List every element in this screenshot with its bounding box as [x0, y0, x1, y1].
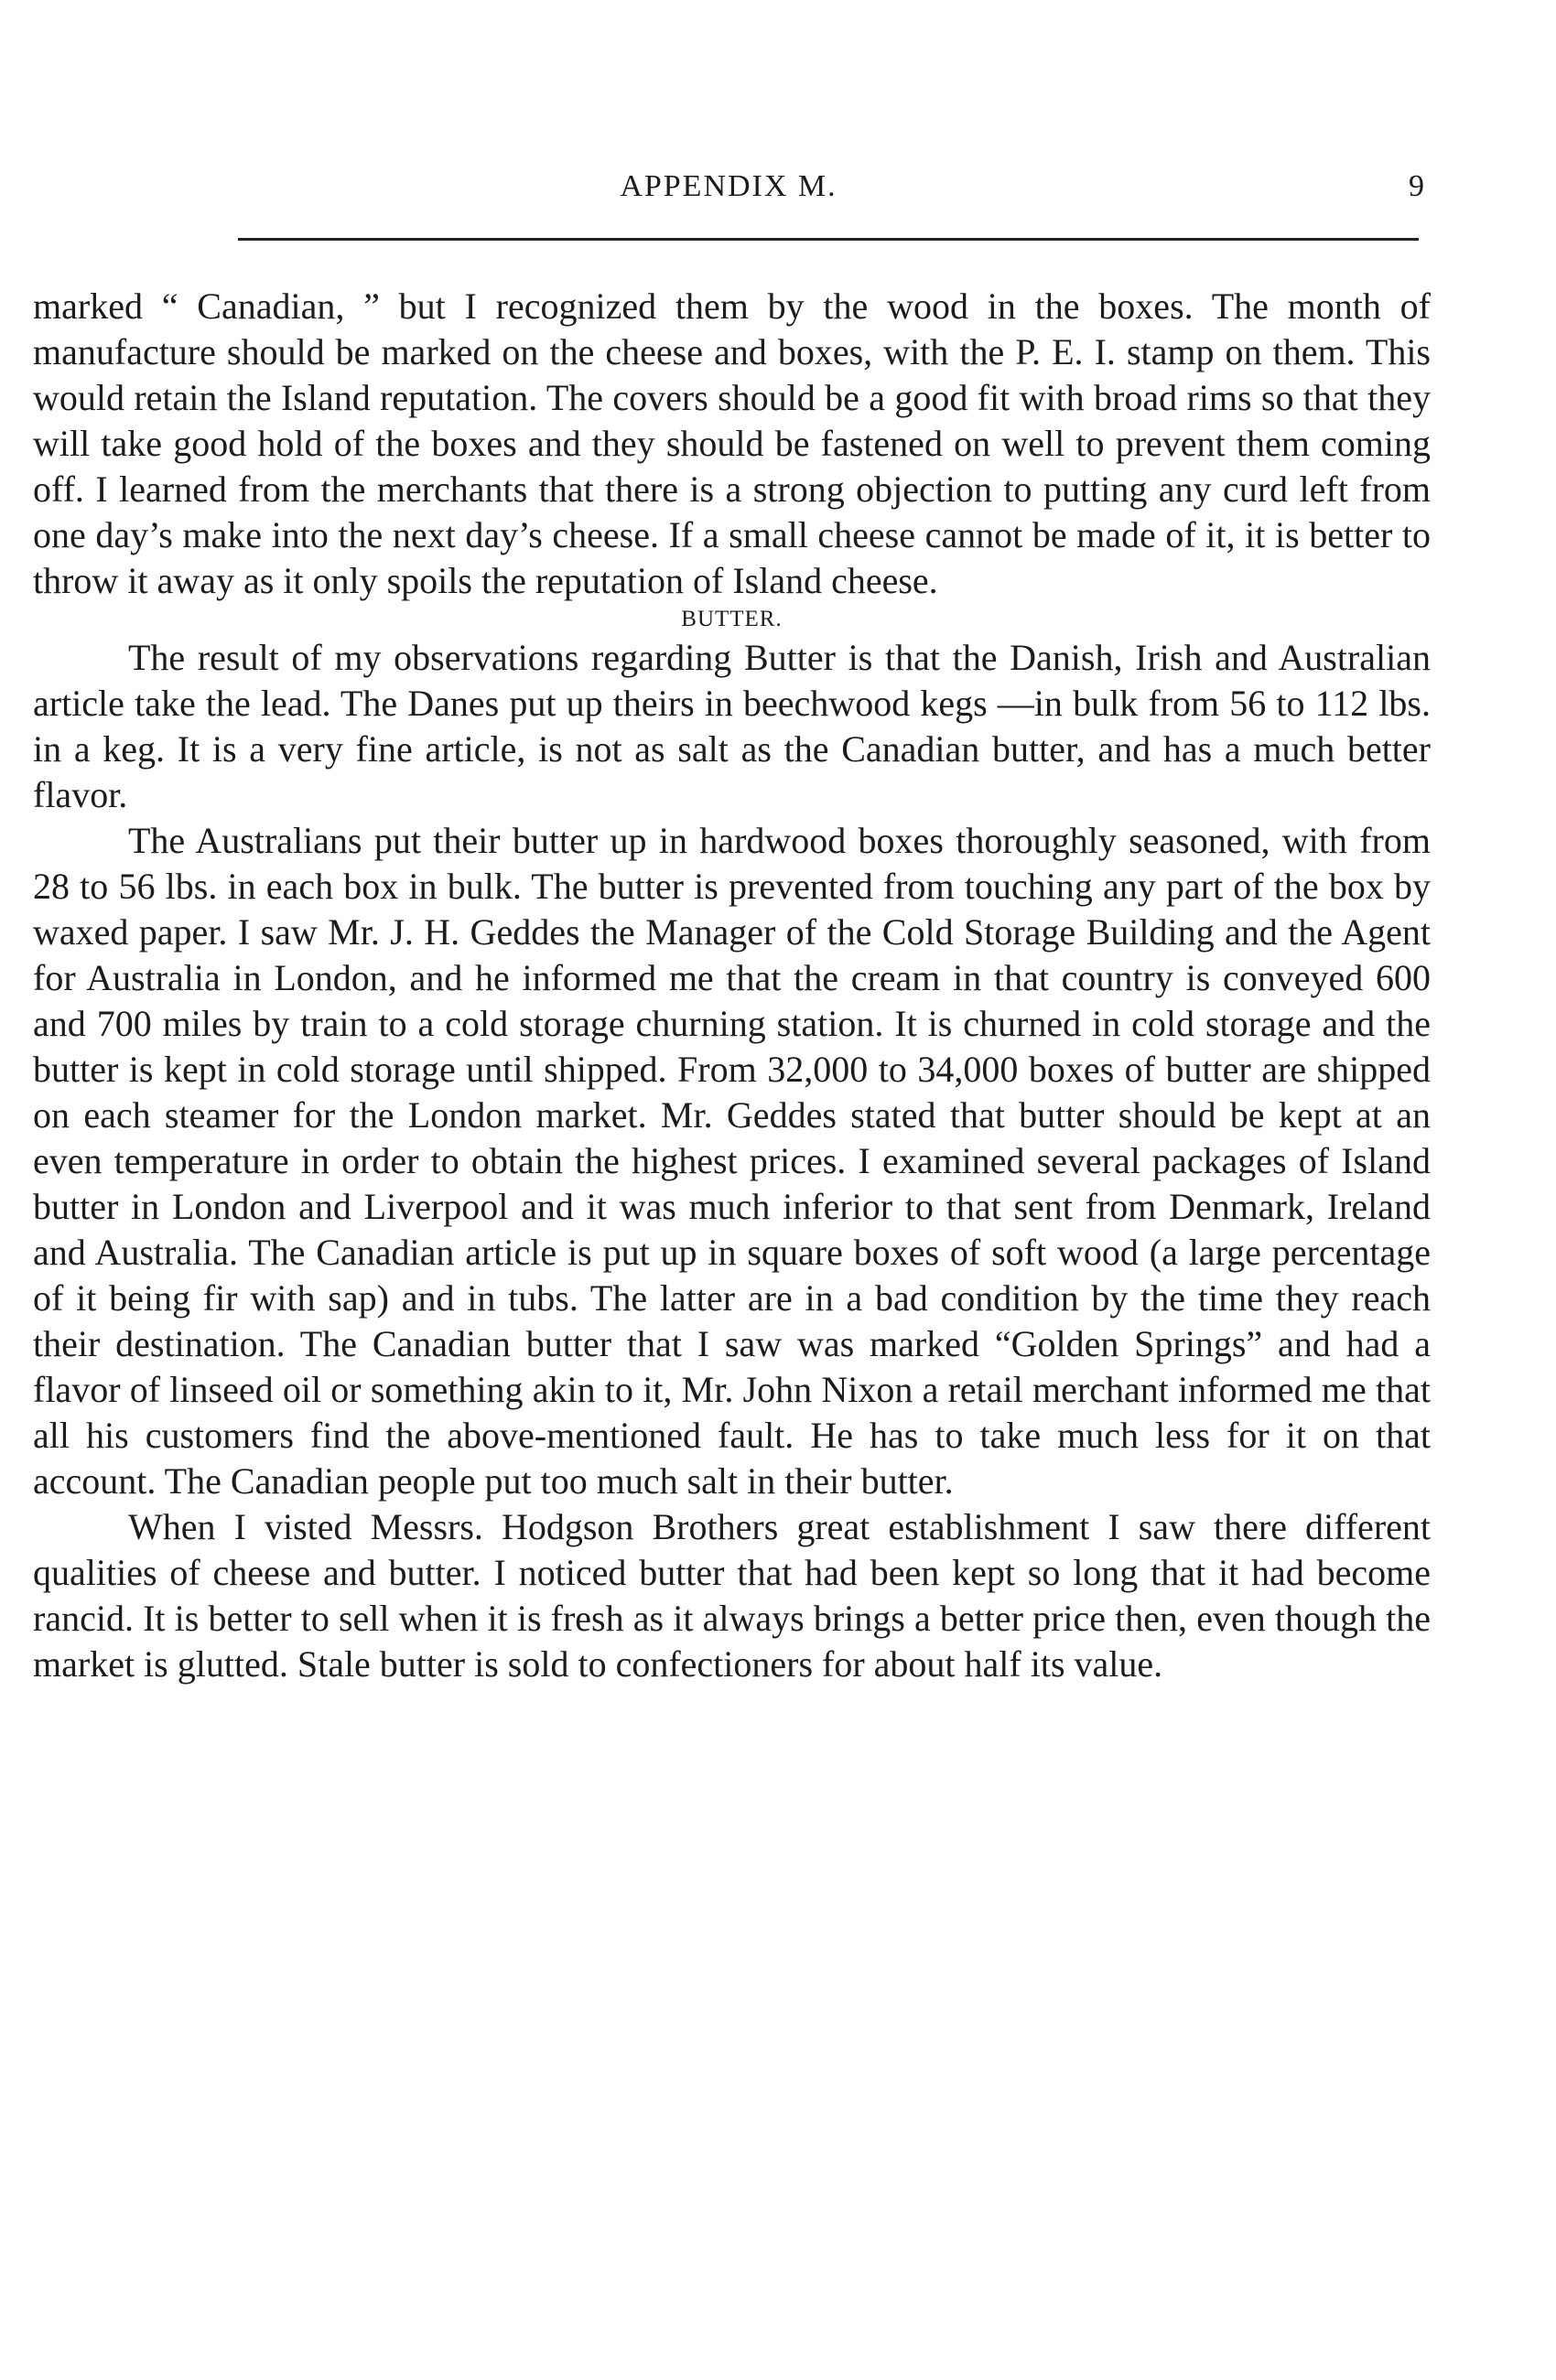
- page-number: 9: [1409, 169, 1424, 203]
- section-heading-butter: BUTTER.: [681, 607, 783, 631]
- paragraph-cheese-packaging: marked “ Canadian, ” but I recognized them by the wood in the boxes. The month of manufacture should be marked on the cheese and boxes, with the P. E. I. stamp on them. This would retain the Island reputation. The covers should be a good fit with broad rims so that they will take good hold of the boxes and they should be fastened on well to prevent them coming off. I learned from the merchants that there is a strong objection to putting any curd left from one day’s make into the next day’s cheese. If a small cheese cannot be made of it, it is better to throw it away as it only spoils the reputation of Island cheese.: [33, 285, 1431, 601]
- header-rule: [238, 238, 1419, 241]
- page-header: [33, 169, 1424, 215]
- paragraph-hodgson-brothers: When I visted Messrs. Hodgson Brothers great establishment I saw there different qualities of cheese and butter. I noticed butter that had been kept so long that it had become rancid. It is better to sell when it is fresh as it always brings a better price then, even though the market is glutted. Stale butter is sold to confectioners for about half its value.: [33, 1506, 1431, 1685]
- running-head: APPENDIX M.: [620, 169, 837, 203]
- paragraph-butter-observations: The result of my observations regarding Butter is that the Danish, Irish and Australian article take the lead. The Danes put up theirs in beechwood kegs —in bulk from 56 to 112 lbs. in a keg. It is a very fine article, is not as salt as the Canadian butter, and has a much better flavor.: [33, 637, 1431, 815]
- body-text: [33, 284, 1431, 1687]
- paragraph-australian-butter: The Australians put their butter up in hardwood boxes thoroughly seasoned, with from 28 to 56 lbs. in each box in bulk. The butter is prevented from touching any part of the box by waxed paper. I saw Mr. J. H. Geddes the Manager of the Cold Storage Building and the Agent for Australia in London, and he informed me that the cream in that country is conveyed 600 and 700 miles by train to a cold storage churning station. It is churned in cold storage and the butter is kept in cold storage until shipped. From 32,000 to 34,000 boxes of butter are shipped on each steamer for the London market. Mr. Geddes stated that butter should be kept at an even temperature in order to obtain the highest prices. I examined several packages of Island butter in London and Liverpool and it was much inferior to that sent from Denmark, Ireland and Australia. The Canadian article is put up in square boxes of soft wood (a large percentage of it being fir with sap) and in tubs. The latter are in a bad condition by the time they reach their destination. The Canadian butter that I saw was marked “Golden Springs” and had a flavor of linseed oil or something akin to it, Mr. John Nixon a retail merchant informed me that all his customers find the above-mentioned fault. He has to take much less for it on that account. The Canadian people put too much salt in their butter.: [33, 820, 1431, 1502]
